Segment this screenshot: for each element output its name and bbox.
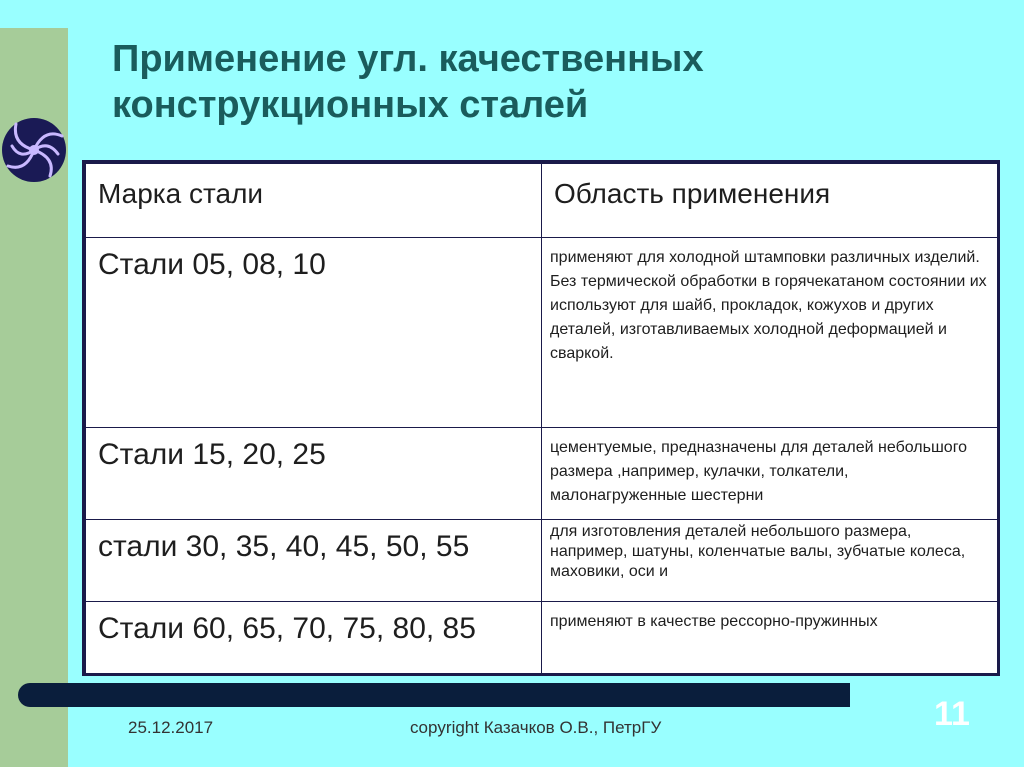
table-row: [86, 428, 998, 520]
grade-cell: стали 30, 35, 40, 45, 50, 55: [86, 520, 542, 602]
table-row: [86, 238, 998, 428]
pinwheel-logo-icon: [0, 114, 70, 186]
area-cell: цементуемые, предназначены для деталей небольшого размера ,например, кулачки, толкатели, малонагруженные шестерни: [542, 428, 998, 520]
area-cell: применяют для холодной штамповки различных изделий. Без термической обработки в горячекатаном состоянии их используют для шайб, прокладок, кожухов и других деталей, изготавливаемых холодной деформацией и сваркой.: [542, 238, 998, 428]
table-row: [86, 602, 998, 674]
area-cell: применяют в качестве рессорно-пружинных: [542, 602, 998, 674]
left-strip-top-cut: [0, 0, 68, 28]
grade-cell: Стали 15, 20, 25: [86, 428, 542, 520]
table-header-row: [86, 164, 998, 238]
grade-cell: Стали 60, 65, 70, 75, 80, 85: [86, 602, 542, 674]
header-area: Область применения: [542, 164, 998, 238]
grade-cell: Стали 05, 08, 10: [86, 238, 542, 428]
area-cell: для изготовления деталей небольшого размера, например, шатуны, коленчатые валы, зубчатые колеса, маховики, оси и: [542, 520, 998, 602]
header-grade: Марка стали: [86, 164, 542, 238]
steel-grades-table: [82, 160, 1000, 676]
footer-date: 25.12.2017: [128, 718, 214, 737]
decorative-bottom-bar: [18, 683, 850, 707]
slide-number: 11: [934, 695, 970, 733]
table-row: [86, 520, 998, 602]
footer-copyright: copyright Казачков О.В., ПетрГУ: [410, 718, 662, 737]
slide-title: Применение угл. качественных конструкционных сталей: [112, 38, 704, 126]
